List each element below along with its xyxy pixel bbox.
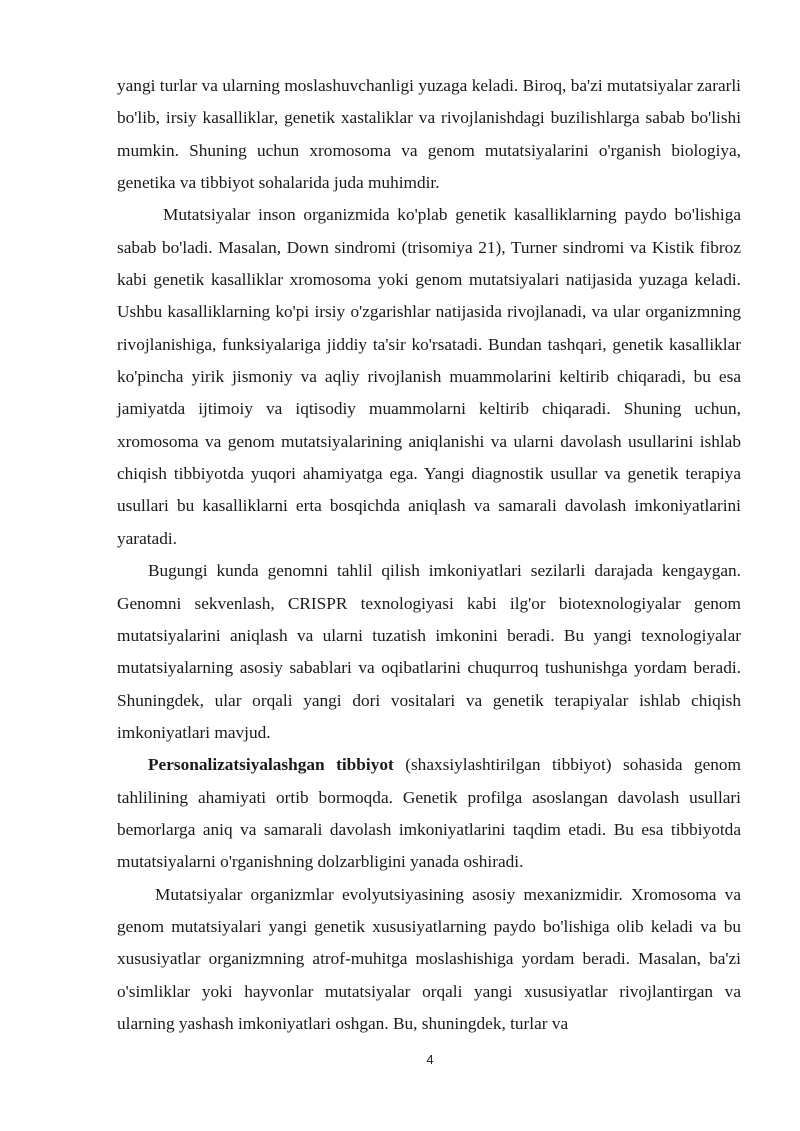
paragraph-3: Bugungi kunda genomni tahlil qilish imkoniyatlari sezilarli darajada kengaygan. Genomni sekvenlash, CRISPR texnologiyasi kabi ilg'or biotexnologiyalar genom mutatsiyalarini aniqlash va ularni tuzatish imkonini beradi. Bu yangi texnologiyalar mutatsiyalarning asosiy sabablari va oqibatlarini chuqurroq tushunishga yordam beradi. Shuningdek, ular orqali yangi dori vositalari va genetik terapiyalar ishlab chiqish imkoniyatlari mavjud. [117,561,741,742]
page-number: 4 [426,1052,434,1067]
paragraph-4-text: (shaxsiylashtirilgan tibbiyot) sohasida genom tahlilining ahamiyati ortib bormoqda. Genetik profilga asoslangan davolash usullari bemorlarga aniq va samarali davolash imkoniyatlarini taqdim etadi. Bu esa tibbiyotda mutatsiyalarni o'rganishning dolzarbligini yanada oshiradi. [117,755,741,872]
bold-term: Personalizatsiyalashgan tibbiyot [148,755,394,775]
paragraph-2: Mutatsiyalar inson organizmida ko'plab genetik kasalliklarning paydo bo'lishiga sabab bo'ladi. Masalan, Down sindromi (trisomiya 21), Turner sindromi va Kistik fibroz kabi genetik kasalliklar xromosoma yoki genom mutatsiyalari natijasida yuzaga keladi. Ushbu kasalliklarning ko'pi irsiy o'zgarishlar natijasida rivojlanadi, va ular organizmning rivojlanishiga, funksiyalariga jiddiy ta'sir ko'rsatadi. Bundan tashqari, genetik kasalliklar ko'pincha yirik jismoniy va aqliy rivojlanish muammolarini keltirib chiqaradi, bu esa jamiyatda ijtimoiy va iqtisodiy muammolarni keltirib chiqaradi. Shuning uchun, xromosoma va genom mutatsiyalarining aniqlanishi va ularni davolash usullarini ishlab chiqish tibbiyotda yuqori ahamiyatga ega. Yangi diagnostik usullar va genetik terapiya usullari bu kasalliklarni erta bosqichda aniqlash va samarali davolash imkoniyatlarini yaratadi. [117,205,741,548]
paragraph-1: yangi turlar va ularning moslashuvchanligi yuzaga keladi. Biroq, ba'zi mutatsiyalar zararli bo'lib, irsiy kasalliklar, genetik xastaliklar va rivojlanishdagi buzilishlarga sabab bo'lishi mumkin. Shuning uchun xromosoma va genom mutatsiyalarini o'rganish biologiya, genetika va tibbiyot sohalarida juda muhimdir. [117,76,741,193]
body-text [117,70,741,1040]
paragraph-5: Mutatsiyalar organizmlar evolyutsiyasining asosiy mexanizmidir. Xromosoma va genom mutatsiyalari yangi genetik xususiyatlarning paydo bo'lishiga olib keladi va bu xususiyatlar organizmning atrof-muhitga moslashishiga yordam beradi. Masalan, ba'zi o'simliklar yoki hayvonlar mutatsiyalar orqali yangi xususiyatlar rivojlantirgan va ularning yashash imkoniyatlari oshgan. Bu, shuningdek, turlar va [117,884,741,1033]
paragraph-4 [117,749,741,878]
